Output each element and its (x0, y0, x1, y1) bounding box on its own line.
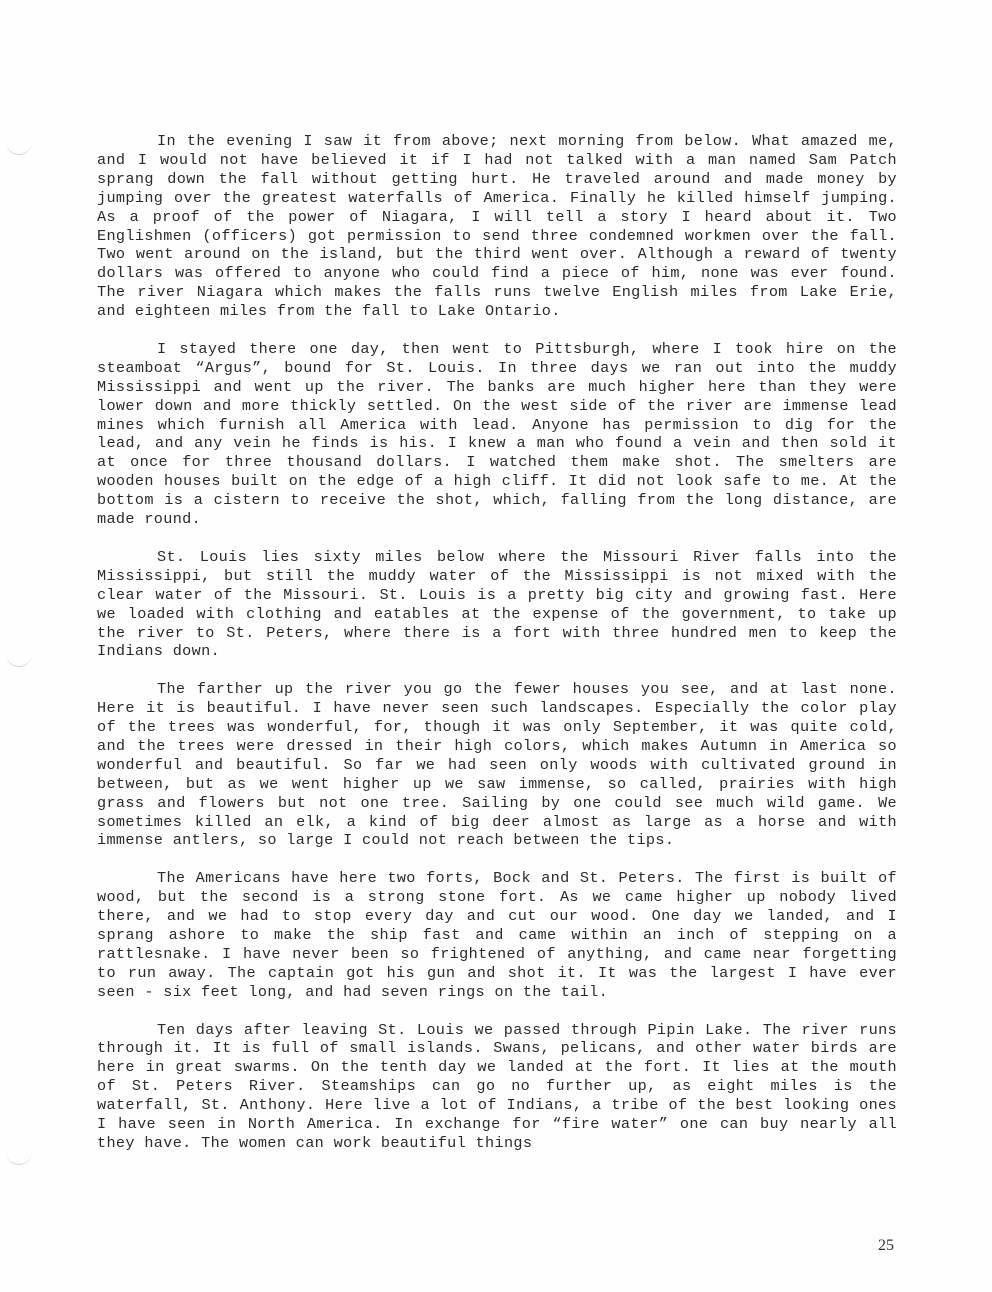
paragraph: In the evening I saw it from above; next morning from below. What amazed me, and I would not have believed it if I had not talked with a man named Sam Patch sprang down the fall without getting hurt. He traveled around and made money by jumping over the greatest waterfalls of America. Finally he killed himself jumping. As a proof of the power of Niagara, I will tell a story I heard about it. Two Englishmen (officers) got permission to send three condemned workmen over the fall. Two went around on the island, but the third went over. Although a reward of twenty dollars was offered to anyone who could find a piece of him, none was ever found. The river Niagara which makes the falls runs twelve English miles from Lake Erie, and eighteen miles from the fall to Lake Ontario. (97, 132, 897, 321)
paragraph: I stayed there one day, then went to Pittsburgh, where I took hire on the steamboat “Argus”, bound for St. Louis. In three days we ran out into the muddy Mississippi and went up the river. The banks are much higher here than they were lower down and more thickly settled. On the west side of the river are immense lead mines which furnish all America with lead. Anyone has permission to dig for the lead, and any vein he finds is his. I knew a man who found a vein and then sold it at once for three thousand dollars. I watched them make shot. The smelters are wooden houses built on the edge of a high cliff. It did not look safe to me. At the bottom is a cistern to receive the shot, which, falling from the long distance, are made round. (97, 339, 897, 529)
punch-hole-mark (6, 142, 32, 155)
paragraph: The Americans have here two forts, Bock and St. Peters. The first is built of wood, but the second is a strong stone fort. As we came higher up nobody lived there, and we had to stop every day and cut our wood. One day we landed, and I sprang ashore to make the ship fast and came within an inch of stepping on a rattlesnake. I have never been so frightened of anything, and came near forgetting to run away. The captain got his gun and shot it. It was the largest I have ever seen - six feet long, and had seven rings on the tail. (97, 869, 897, 1001)
body-text (97, 132, 897, 1172)
paragraph: The farther up the river you go the fewer houses you see, and at last none. Here it is beautiful. I have never seen such landscapes. Especially the color play of the trees was wonderful, for, though it was only September, it was quite cold, and the trees were dressed in their high colors, which makes Autumn in America so wonderful and beautiful. So far we had seen only woods with cultivated ground in between, but as we went higher up we saw immense, so called, prairies with high grass and flowers but not one tree. Sailing by one could see much wild game. We sometimes killed an elk, a kind of big deer almost as large as a horse and with immense antlers, so large I could not reach between the tips. (97, 680, 897, 850)
page-number: 25 (878, 1237, 894, 1254)
punch-hole-mark (6, 1152, 32, 1165)
paragraph: Ten days after leaving St. Louis we passed through Pipin Lake. The river runs through it. It is full of small islands. Swans, pelicans, and other water birds are here in great swarms. On the tenth day we landed at the fort. It lies at the mouth of St. Peters River. Steamships can go no further up, as eight miles is the waterfall, St. Anthony. Here live a lot of Indians, a tribe of the best looking ones I have seen in North America. In exchange for “fire water” one can buy nearly all they have. The women can work beautiful things (97, 1020, 897, 1152)
punch-hole-mark (6, 654, 32, 667)
paragraph: St. Louis lies sixty miles below where the Missouri River falls into the Mississippi, but still the muddy water of the Mississippi is not mixed with the clear water of the Missouri. St. Louis is a pretty big city and growing fast. Here we loaded with clothing and eatables at the expense of the government, to take up the river to St. Peters, where there is a fort with three hundred men to keep the Indians down. (97, 547, 897, 661)
